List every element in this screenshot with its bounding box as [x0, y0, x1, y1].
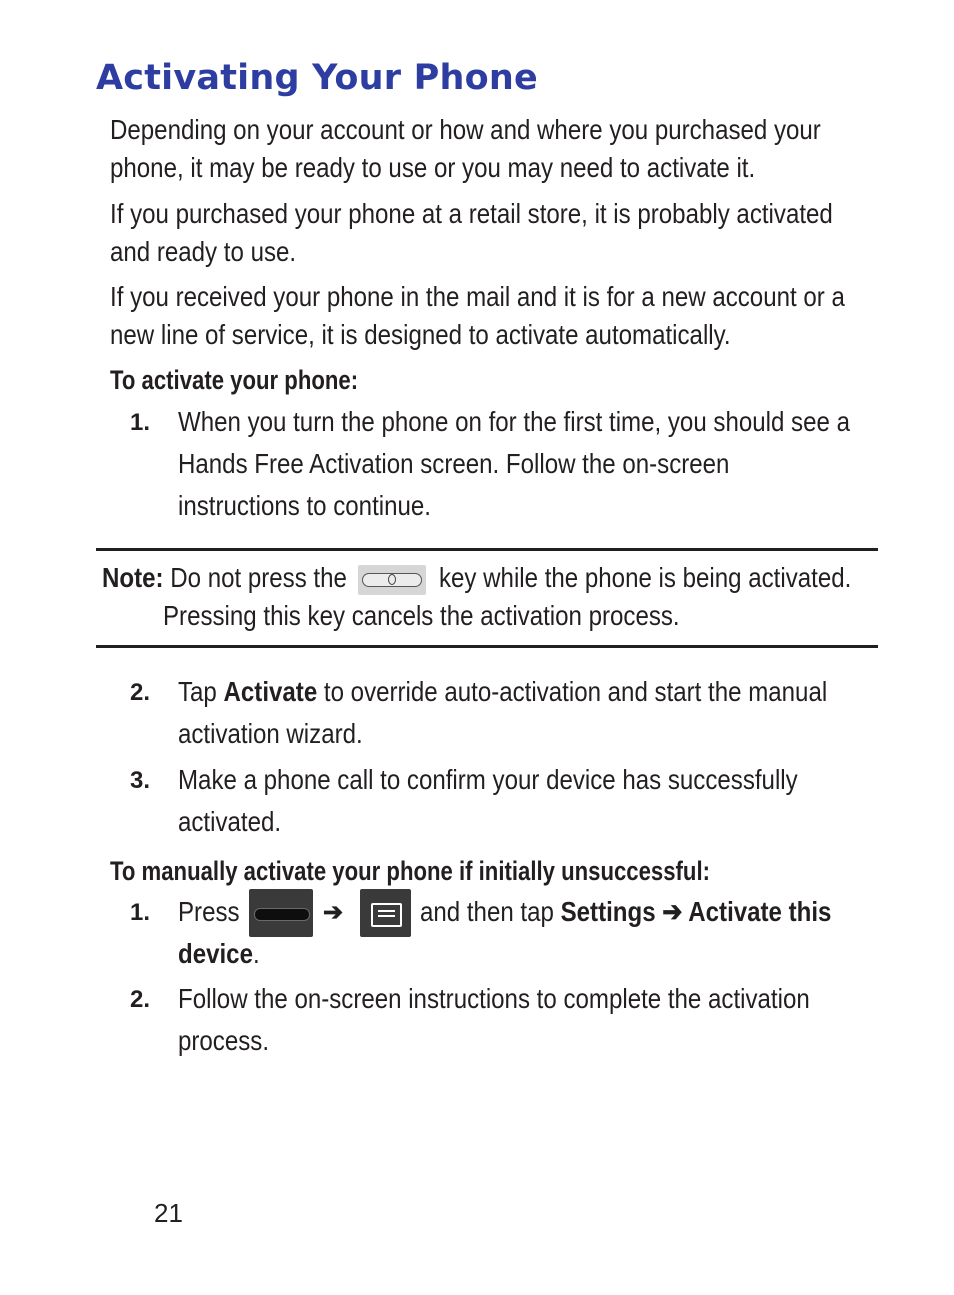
- step-1-line-2: Hands Free Activation screen. Follow the on-screen: [178, 448, 730, 479]
- step-number: 1.: [130, 409, 151, 436]
- activate-this-label: Activate this: [688, 896, 832, 927]
- manual-step-1-line-2: [178, 933, 260, 975]
- step-3-line-2: activated.: [178, 806, 282, 837]
- note-text-before-key: Do not press the: [170, 562, 347, 593]
- step-number: 2.: [130, 679, 151, 706]
- manual-step-2-line-2: process.: [178, 1025, 270, 1056]
- section-heading-activate: To activate your phone:: [110, 365, 359, 395]
- home-key-icon: [249, 889, 313, 937]
- period: .: [252, 938, 260, 969]
- step-2-line-2: activation wizard.: [178, 718, 363, 749]
- manual-step-2-line-1: Follow the on-screen instructions to complete the activation: [178, 983, 810, 1014]
- step-1-text: [178, 401, 850, 527]
- settings-label: Settings: [560, 896, 656, 927]
- activate-label: Activate: [223, 676, 318, 707]
- step-2-post: to override auto-activation and start the manual: [317, 676, 828, 707]
- intro-paragraph-3: [110, 278, 845, 354]
- step-1-line-3: instructions to continue.: [178, 490, 431, 521]
- then-tap-text: and then tap: [420, 896, 561, 927]
- intro-2-line-1: If you purchased your phone at a retail store, it is probably activated: [110, 198, 833, 229]
- intro-1-line-1: Depending on your account or how and where you purchased your: [110, 114, 821, 145]
- arrow-icon: ➔: [323, 899, 344, 926]
- intro-paragraph-1: [110, 111, 821, 187]
- intro-3-line-1: If you received your phone in the mail and it is for a new account or a: [110, 281, 845, 312]
- step-number: 2.: [130, 986, 151, 1013]
- note-text-after-key: key while the phone is being activated.: [439, 562, 852, 593]
- manual-step-2-text: [178, 978, 810, 1062]
- step-number: 1.: [130, 899, 151, 926]
- note-line-2: Pressing this key cancels the activation process.: [163, 600, 680, 631]
- note-line-1: [102, 559, 347, 597]
- note-label: Note:: [102, 562, 164, 593]
- page-number: 21: [154, 1198, 183, 1228]
- manual-step-1-rest: [420, 891, 831, 933]
- step-2-pre: Tap: [178, 676, 224, 707]
- arrow-icon: ➔: [655, 896, 689, 927]
- step-3-text: [178, 759, 798, 843]
- menu-key-icon: [360, 889, 411, 937]
- intro-2-line-2: and ready to use.: [110, 236, 297, 267]
- power-key-icon: [358, 565, 426, 595]
- step-2-text: [178, 671, 827, 755]
- intro-paragraph-2: [110, 195, 833, 271]
- intro-3-line-2: new line of service, it is designed to activate automatically.: [110, 319, 731, 350]
- device-label: device: [178, 938, 253, 969]
- step-1-line-1: When you turn the phone on for the first time, you should see a: [178, 406, 850, 437]
- manual-step-1-press: Press: [178, 896, 240, 927]
- step-3-line-1: Make a phone call to confirm your device has successfully: [178, 764, 798, 795]
- page-title: Activating Your Phone: [96, 58, 538, 98]
- note-bottom-rule: [96, 645, 878, 648]
- note-top-rule: [96, 548, 878, 551]
- intro-1-line-2: phone, it may be ready to use or you may need to activate it.: [110, 152, 756, 183]
- step-number: 3.: [130, 767, 151, 794]
- section-heading-manual: To manually activate your phone if initially unsuccessful:: [110, 856, 710, 886]
